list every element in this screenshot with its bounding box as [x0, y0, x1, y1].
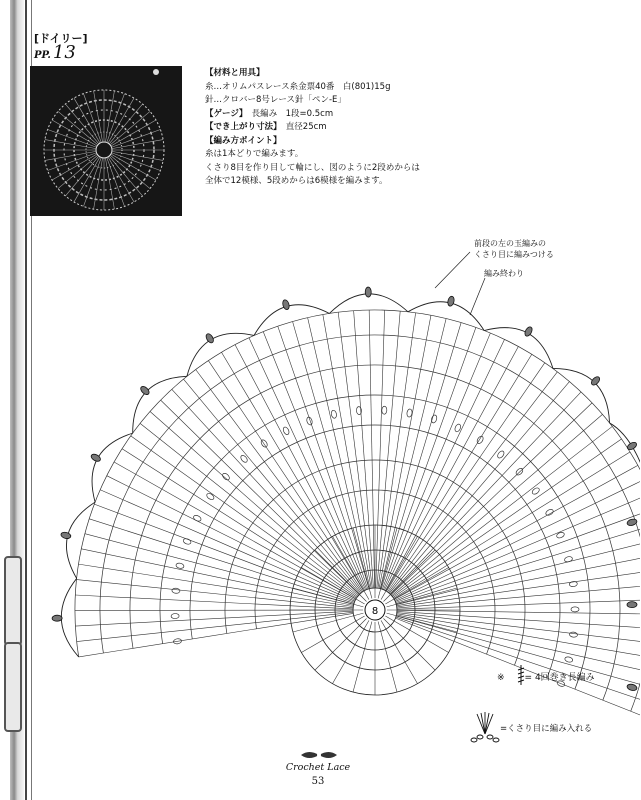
pattern-number-value: 13 — [52, 42, 76, 63]
method-text-2: くさり8目を作り目して輪にし、図のように2段めからは — [205, 162, 420, 173]
materials-line — [205, 94, 445, 108]
note-join-line-2: くさり目に編みつける — [474, 250, 554, 259]
materials-line — [205, 108, 445, 122]
category-label: [ドイリー] — [34, 32, 88, 45]
materials-heading: 【材料と用具】 — [205, 68, 265, 78]
materials-line — [205, 148, 445, 162]
materials-line — [205, 67, 445, 81]
footer-book-title: Crochet Lace — [285, 762, 351, 773]
fan-into-chain-symbol-icon — [468, 710, 502, 746]
yarn-text: 糸…オリムパスレース糸金票40番 白(801)15g — [205, 81, 391, 92]
pattern-number-prefix: PP. — [34, 50, 51, 61]
materials-line — [205, 81, 445, 95]
gauge-text: 長編み 1段=0.5cm — [251, 108, 334, 119]
method-text-1: 糸は1本どりで編みます。 — [205, 149, 304, 159]
materials-line — [205, 121, 445, 135]
legend-treble-text: = 4回巻き長編み — [524, 673, 595, 683]
spine-edge-line — [25, 0, 27, 800]
legend-treble — [497, 670, 595, 683]
pattern-number — [34, 42, 76, 63]
legend-mark: ※ — [497, 673, 505, 683]
method-text-3: 全体で12模様、5段めからは6模様を編みます。 — [205, 176, 388, 186]
crochet-chart — [40, 230, 640, 720]
hook-text: 針…クロバー8号レース針「ペン-E」 — [205, 95, 346, 105]
center-ring-label: 8 — [371, 606, 379, 617]
doily-photo-image — [30, 66, 182, 216]
page-number: 53 — [311, 776, 325, 787]
size-heading: 【でき上がり寸法】 — [205, 122, 278, 132]
footer-ornament-icon — [299, 749, 339, 761]
materials-line — [205, 135, 445, 149]
binding-ring-top — [4, 556, 22, 646]
materials-block — [205, 67, 445, 189]
legend-fan: =くさり目に編み入れる — [500, 724, 593, 734]
materials-line — [205, 162, 445, 176]
gauge-heading: 【ゲージ】 — [205, 108, 244, 119]
doily-photo — [30, 66, 182, 216]
note-leader-finish — [470, 278, 485, 315]
binding-ring-bottom — [4, 642, 22, 732]
note-finish: 編み終わり — [484, 269, 524, 278]
size-text: 直径25cm — [285, 122, 327, 132]
method-heading: 【編み方ポイント】 — [205, 135, 282, 146]
note-join-line-1: 前段の左の玉編みの — [474, 239, 546, 248]
materials-line — [205, 175, 445, 189]
note-leader-join — [435, 252, 470, 288]
